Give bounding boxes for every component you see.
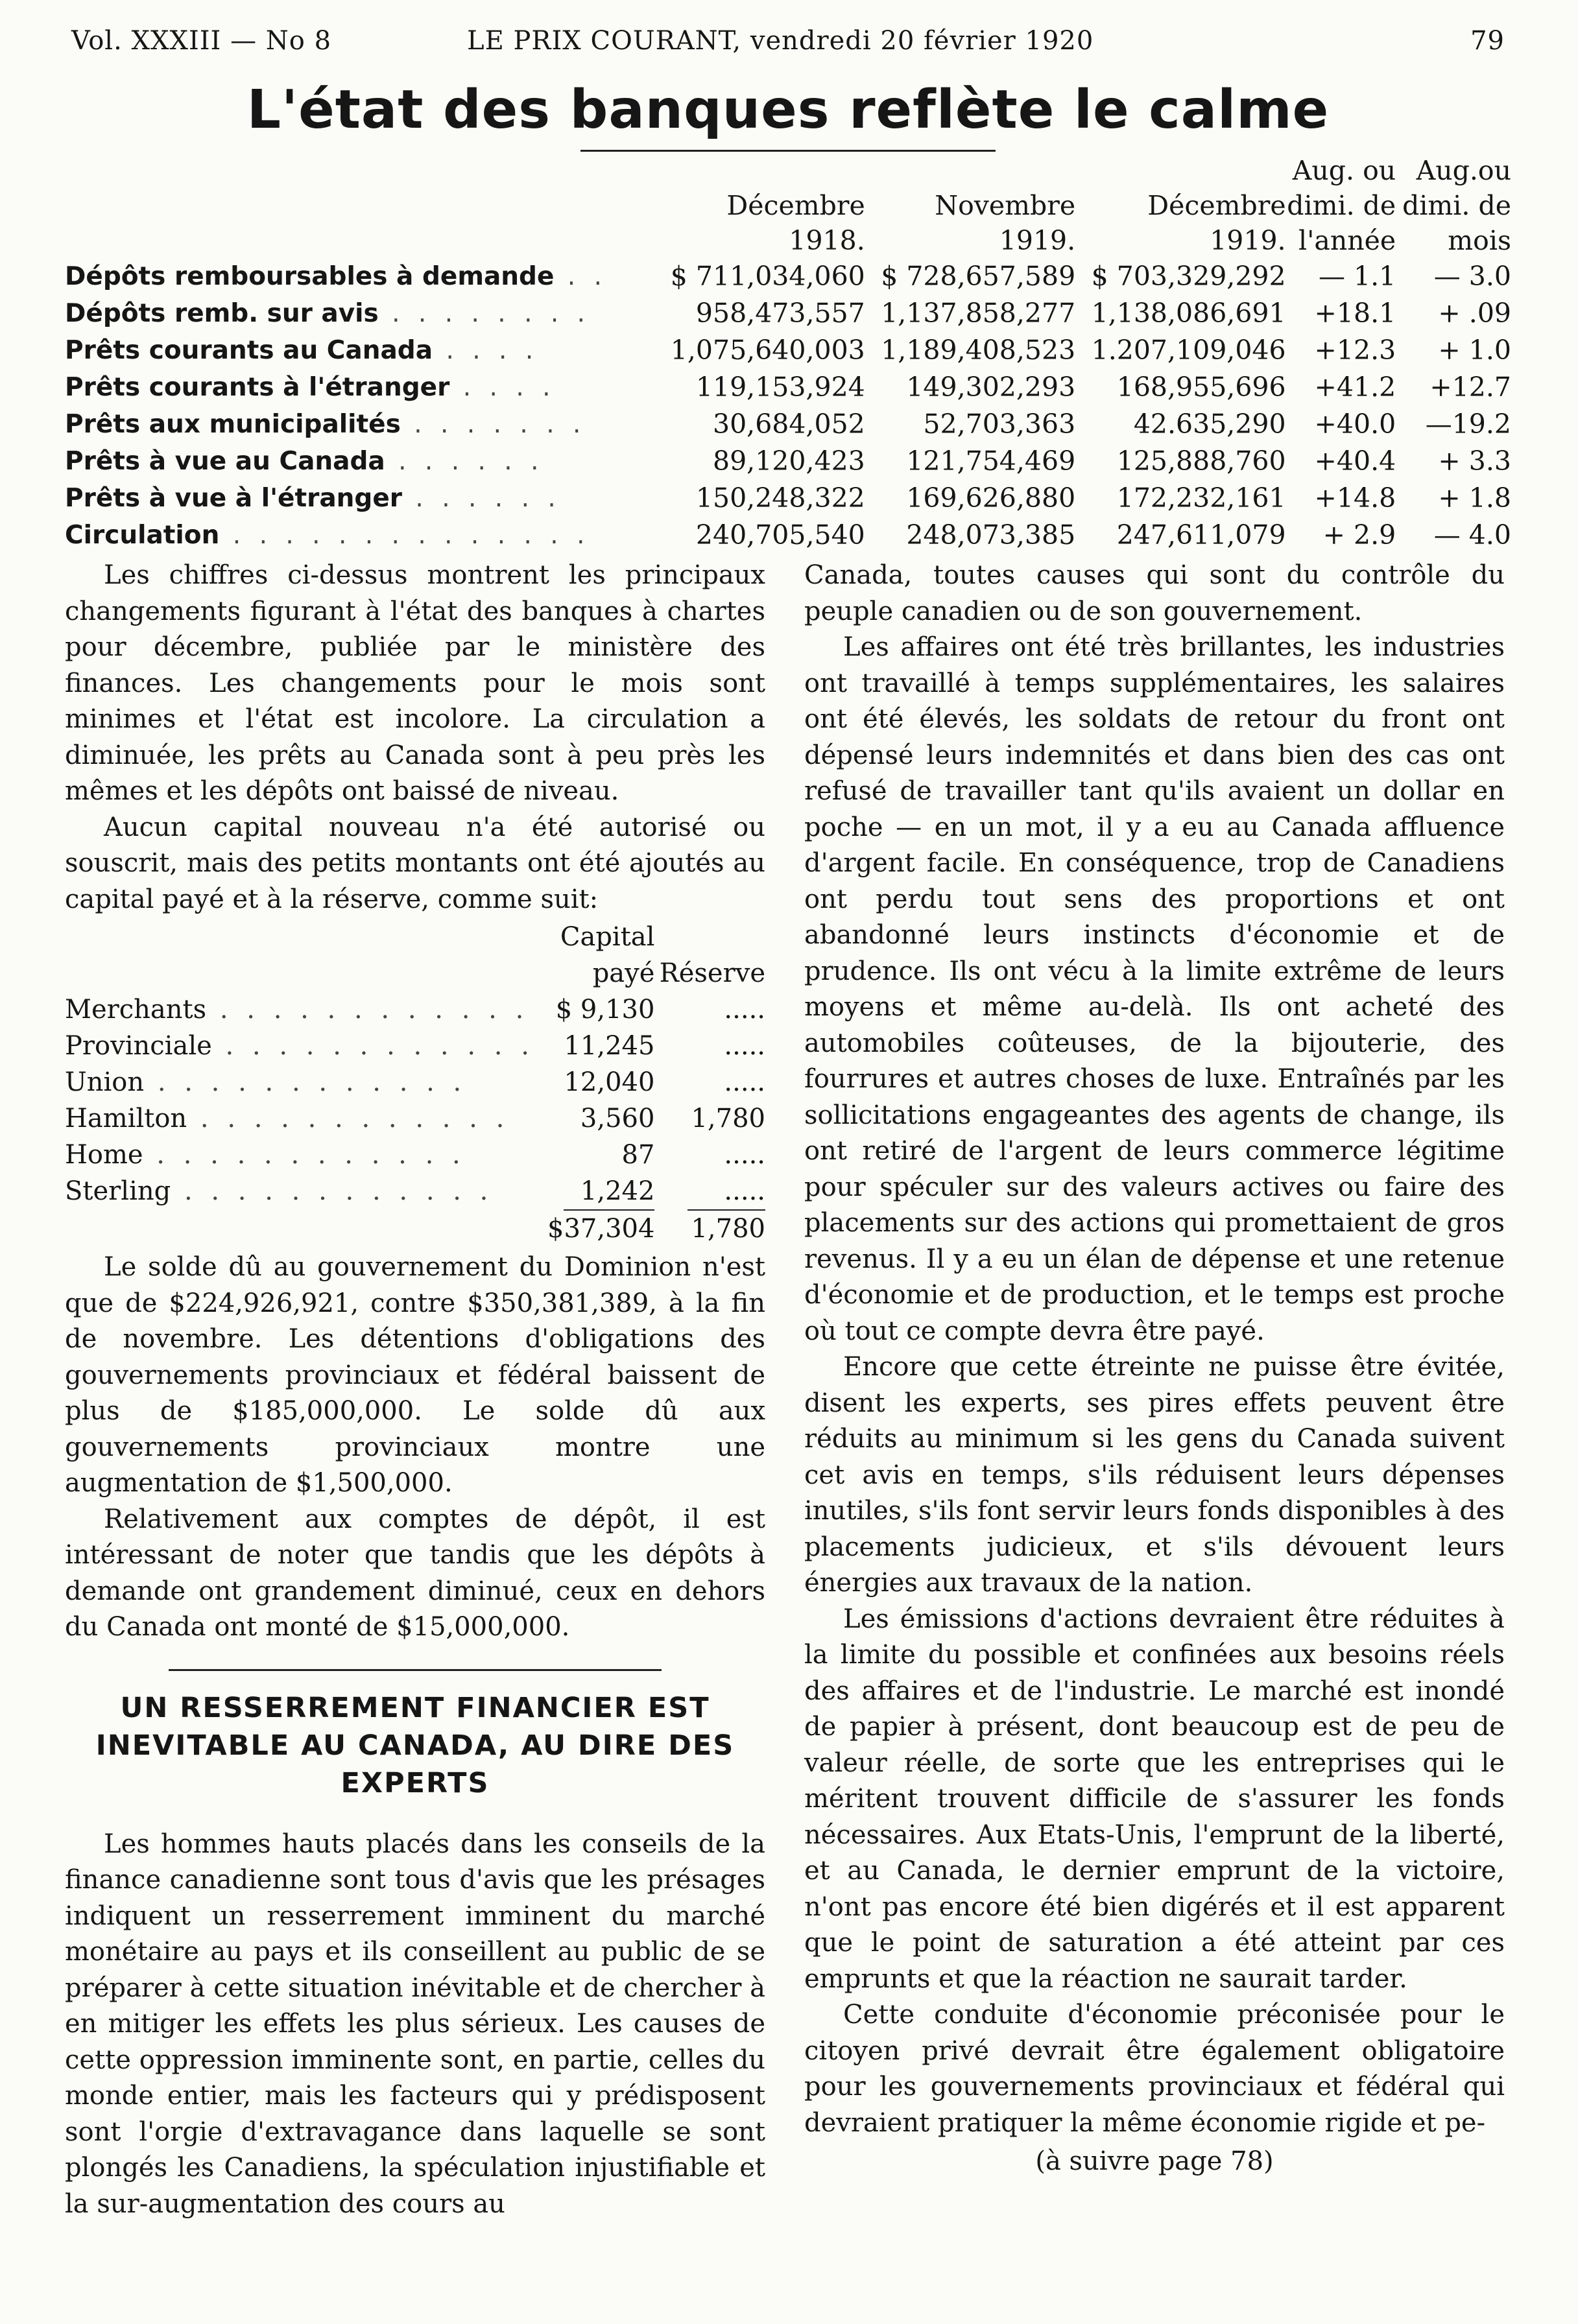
paragraph: Le solde dû au gouvernement du Dominion n'est que de $224,926,921, contre $350,381,389, à la fin de novembre. Les détentions d'obligations des gouvernements provinciaux et fédéral baissent de plus de $185,000,000. Le solde dû aux gouvernements provinciaux montre une augmentation de $1,500,000. — [65, 1252, 765, 1498]
newspaper-page — [65, 13, 1511, 2219]
total-capital: $37,304 — [547, 1214, 655, 1244]
capital-total-row — [65, 1211, 765, 1247]
reserve-header: Réserve — [659, 958, 765, 988]
bank-name: Home . . . . . . . . . . . . — [65, 1140, 466, 1170]
capital-row — [65, 1137, 765, 1173]
leader-dots: . . . . . . — [385, 447, 544, 476]
capital-value: 1,242 — [580, 1176, 655, 1206]
capital-value: $ 9,130 — [555, 995, 655, 1025]
value-dec-1918: 240,705,540 — [695, 519, 865, 551]
value-nov-1919: 248,073,385 — [906, 519, 1076, 551]
change-year: — 1.1 — [1318, 261, 1396, 292]
leader-dots: . . . . . . — [402, 484, 561, 513]
paragraph: Aucun capital nouveau n'a été autorisé ou souscrit, mais des petits montants ont été ajoutés au capital payé et à la réserve, comme suit: — [65, 812, 765, 914]
value-nov-1919: 52,703,363 — [923, 409, 1076, 440]
stats-row — [65, 443, 1511, 480]
column-header: Décembre 1918. — [726, 190, 865, 256]
value-dec-1918: 30,684,052 — [713, 409, 865, 440]
capital-value: 12,040 — [564, 1067, 655, 1097]
stats-row — [65, 480, 1511, 517]
reserve-value: ..... — [724, 995, 765, 1025]
leader-dots: . . — [554, 262, 607, 291]
row-label: Prêts courants au Canada . . . . — [65, 336, 539, 365]
stats-row — [65, 517, 1511, 554]
capital-row — [65, 1173, 765, 1209]
column-header: Aug. ou dimi. de l'année — [1287, 155, 1396, 256]
stats-row — [65, 332, 1511, 369]
continuation-note: (à suivre page 78) — [1035, 2146, 1274, 2176]
capital-value: 87 — [621, 1140, 655, 1170]
headline-rule — [580, 150, 996, 152]
value-dec-1918: 958,473,557 — [695, 298, 865, 329]
value-nov-1919: 169,626,880 — [906, 482, 1076, 514]
leader-dots: . . . . — [449, 373, 556, 402]
value-dec-1918: 89,120,423 — [713, 445, 865, 477]
value-dec-1919: 1,138,086,691 — [1091, 298, 1286, 329]
change-month: — 4.0 — [1433, 519, 1511, 551]
value-dec-1919: 125,888,760 — [1116, 445, 1286, 477]
paragraph: Relativement aux comptes de dépôt, il est intéressant de noter que tandis que les dépôts à demande ont grandement diminué, ceux en dehors du Canada ont monté de $15,000,000. — [65, 1504, 765, 1642]
paragraph: Les chiffres ci-dessus montrent les principaux changements figurant à l'état des banques à chartes pour décembre, publiée par le ministère des finances. Les changements pour le mois sont minimes et l'état est incolore. La circulation a diminuée, les prêts au Canada sont à peu près les mêmes et les dépôts ont baissé de niveau. — [65, 560, 765, 806]
right-column — [804, 558, 1505, 2180]
column-header: Décembre 1919. — [1147, 190, 1286, 256]
capital-table — [65, 919, 765, 1247]
page-number: 79 — [1470, 26, 1505, 56]
stats-row — [65, 369, 1511, 406]
value-dec-1918: $ 711,034,060 — [670, 261, 865, 292]
leader-dots: . . . . . . . . . . . . . . — [219, 521, 590, 550]
row-label: Prêts aux municipalités . . . . . . . — [65, 410, 586, 439]
total-reserve: 1,780 — [691, 1214, 765, 1244]
value-dec-1919: 168,955,696 — [1116, 372, 1286, 403]
stats-row — [65, 258, 1511, 295]
leader-dots: . . . . — [433, 336, 539, 365]
value-dec-1919: $ 703,329,292 — [1091, 261, 1286, 292]
paragraph: Canada, toutes causes qui sont du contrôle du peuple canadien ou de son gouvernement. — [804, 560, 1505, 626]
change-month: —19.2 — [1425, 409, 1511, 440]
change-year: +12.3 — [1314, 335, 1396, 366]
paragraph: Les affaires ont été très brillantes, les industries ont travaillé à temps supplémentaires, les salaires ont été élevés, les soldats de retour du front ont dépensé leurs indemnités et dans bien des cas ont refusé de travailler tant qu'ils avaient un dollar en poche — en un mot, il y a eu au Canada affluence d'argent facile. En conséquence, trop de Canadiens ont perdu tout sens des proportions et ont abandonné leurs instincts d'économie et de prudence. Ils ont vécu à la limite extrême de leurs moyens et même au-delà. Ils ont acheté des automobiles coûteuses, de la bijouterie, des fourrures et autres choses de luxe. Entraînés par les sollicitations engageantes des agents de change, ils ont retiré de l'argent de leurs commerce légitime pour spéculer sur des valeurs actives ou faire des placements sur des actions qui promettaient de gros revenus. Il y a eu un élan de dépense et une retenue d'économie et de production, et le temps est proche où tout ce compte devra être payé. — [804, 632, 1505, 1346]
value-dec-1919: 42.635,290 — [1133, 409, 1286, 440]
value-nov-1919: 1,189,408,523 — [881, 335, 1076, 366]
row-label: Dépôts remb. sur avis . . . . . . . . — [65, 299, 591, 328]
stats-row — [65, 406, 1511, 443]
value-dec-1919: 247,611,079 — [1116, 519, 1286, 551]
page-headline: L'état des banques reflète le calme — [246, 79, 1330, 141]
change-year: +14.8 — [1314, 482, 1396, 514]
publication-date: LE PRIX COURANT, vendredi 20 février 1920 — [467, 26, 1094, 56]
change-month: +12.7 — [1429, 372, 1511, 403]
section-rule — [169, 1669, 662, 1671]
volume-number: Vol. XXXIII — No 8 — [71, 26, 332, 56]
change-month: + 1.8 — [1438, 482, 1511, 514]
row-label: Prêts à vue à l'étranger . . . . . . — [65, 484, 561, 513]
value-nov-1919: 121,754,469 — [906, 445, 1076, 477]
bank-name: Provinciale . . . . . . . . . . . . — [65, 1031, 534, 1061]
value-nov-1919: $ 728,657,589 — [881, 261, 1076, 292]
capital-row — [65, 991, 765, 1028]
bank-statistics-table — [65, 153, 1511, 554]
value-dec-1919: 172,232,161 — [1116, 482, 1286, 514]
bank-name: Union . . . . . . . . . . . . — [65, 1067, 467, 1097]
change-month: + .09 — [1438, 298, 1511, 329]
bank-name: Hamilton . . . . . . . . . . . . — [65, 1104, 510, 1133]
bank-name: Sterling . . . . . . . . . . . . — [65, 1176, 494, 1206]
leader-dots: . . . . . . . . — [378, 299, 591, 328]
value-nov-1919: 149,302,293 — [906, 372, 1076, 403]
change-month: + 3.3 — [1438, 445, 1511, 477]
stats-row — [65, 295, 1511, 332]
value-nov-1919: 1,137,858,277 — [881, 298, 1076, 329]
reserve-value: 1,780 — [691, 1104, 765, 1133]
value-dec-1918: 1,075,640,003 — [670, 335, 865, 366]
change-month: — 3.0 — [1433, 261, 1511, 292]
left-column — [65, 558, 765, 2222]
change-year: +18.1 — [1314, 298, 1396, 329]
paragraph: Encore que cette étreinte ne puisse être évitée, disent les experts, ses pires effets peuvent être réduits au minimum si les gens du Canada suivent cet avis en temps, s'ils réduisent leurs dépenses inutiles, s'ils font servir leurs fonds disponibles à des placements judicieux, et s'ils dévouent leurs énergies aux travaux de la nation. — [804, 1352, 1505, 1598]
leader-dots: . . . . . . . — [400, 410, 586, 439]
section-title: UN RESSERREMENT FINANCIER EST INEVITABLE AU CANADA, AU DIRE DES EXPERTS — [95, 1691, 735, 1799]
capital-row — [65, 1028, 765, 1064]
row-label: Dépôts remboursables à demande . . — [65, 262, 607, 291]
reserve-value: ..... — [724, 1031, 765, 1061]
change-year: +41.2 — [1314, 372, 1396, 403]
value-dec-1919: 1.207,109,046 — [1091, 335, 1286, 366]
change-year: +40.4 — [1314, 445, 1396, 477]
capital-row — [65, 1064, 765, 1100]
column-header: Aug.ou dimi. de mois — [1402, 155, 1511, 256]
row-label: Prêts courants à l'étranger . . . . — [65, 373, 556, 402]
reserve-value: ..... — [724, 1140, 765, 1170]
capital-row — [65, 1100, 765, 1137]
column-header: Novembre 1919. — [935, 190, 1076, 256]
paragraph: Cette conduite d'économie préconisée pour le citoyen privé devrait être également obligatoire pour les gouvernements provinciaux et fédéral qui devraient pratiquer la même économie rigide et pe- — [804, 2000, 1505, 2138]
paragraph: Les émissions d'actions devraient être réduites à la limite du possible et confinées aux besoins réels des affaires et de l'industrie. Le marché est inondé de papier à présent, dont beaucoup est de peu de valeur réelle, de sorte que les entreprises qui le méritent trouvent difficile de s'assurer les fonds nécessaires. Aux Etats-Unis, l'emprunt de la liberté, et au Canada, le dernier emprunt de la victoire, n'ont pas encore été bien digérés et il est apparent que le point de saturation a été atteint par ces emprunts et que la réaction ne saurait tarder. — [804, 1604, 1505, 1994]
change-month: + 1.0 — [1438, 335, 1511, 366]
value-dec-1918: 150,248,322 — [695, 482, 865, 514]
change-year: + 2.9 — [1322, 519, 1396, 551]
value-dec-1918: 119,153,924 — [695, 372, 865, 403]
row-label: Circulation . . . . . . . . . . . . . . — [65, 521, 590, 550]
reserve-value: ..... — [724, 1067, 765, 1097]
capital-value: 3,560 — [580, 1104, 655, 1133]
capital-value: 11,245 — [564, 1031, 655, 1061]
stats-header-row — [65, 153, 1511, 258]
change-year: +40.0 — [1314, 409, 1396, 440]
row-label: Prêts à vue au Canada . . . . . . — [65, 447, 544, 476]
capital-header: Capital payé — [560, 922, 655, 988]
bank-name: Merchants . . . . . . . . . . . . — [65, 995, 529, 1025]
paragraph: Les hommes hauts placés dans les conseils de la finance canadienne sont tous d'avis que les présages indiquent un resserrement imminent du marché monétaire au pays et ils conseillent au public de se préparer à cette situation inévitable et de chercher à en mitiger les effets les plus sérieux. Les causes de cette oppression imminente sont, en partie, celles du monde entier, mais les facteurs qui y prédisposent sont l'orgie d'extravagance dans laquelle se sont plongés les Canadiens, la spéculation injustifiable et la sur-augmentation des cours au — [65, 1829, 765, 2219]
reserve-value: ..... — [724, 1176, 765, 1206]
running-head — [65, 13, 1511, 65]
